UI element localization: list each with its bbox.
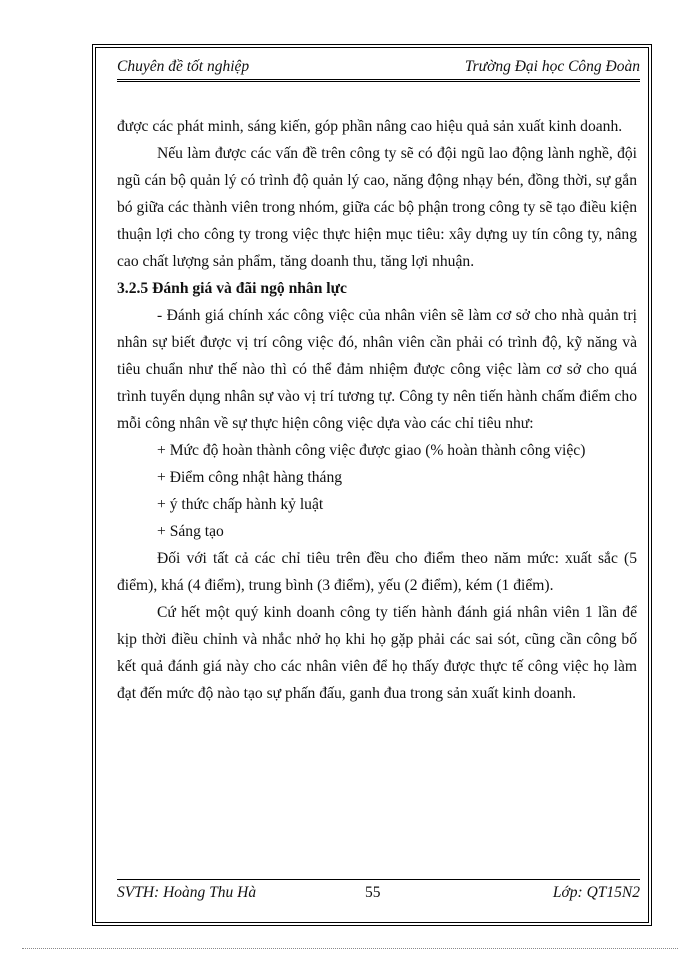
paragraph-continuation: được các phát minh, sáng kiến, góp phần nâng cao hiệu quả sản xuất kinh doanh. [117,118,623,135]
page-header [117,55,640,82]
footer-student: SVTH: Hoàng Thu Hà [117,884,257,901]
criteria-item: + Điểm công nhật hàng tháng [157,469,343,486]
paragraph-quarterly-review: Cứ hết một quý kinh doanh công ty tiến hành đánh giá nhân viên 1 lần để kịp thời điều chỉnh và nhắc nhở họ khi họ gặp phải các sai sót, cũng cần công bố kết quả đánh giá này cho các nhân viên để họ thấy được thực tế công việc họ làm đạt đến mức độ nào tạo sự phấn đấu, ganh đua trong sản xuất kinh doanh. [117,604,637,702]
paragraph-scoring: Đối với tất cả các chỉ tiêu trên đều cho điểm theo năm mức: xuất sắc (5 điểm), khá (4 điểm), trung bình (3 điểm), yếu (2 điểm), kém (1 điểm). [117,550,637,594]
page-footer [117,879,640,904]
header-university: Trường Đại học Công Đoàn [464,58,640,75]
page-cut-line [22,948,678,949]
section-heading: 3.2.5 Đánh giá và đãi ngộ nhân lực [117,280,347,297]
criteria-item: + ý thức chấp hành kỷ luật [157,496,324,513]
header-document-type: Chuyên đề tốt nghiệp [117,58,250,75]
footer-class: Lớp: QT15N2 [552,884,640,901]
paragraph-benefits: Nếu làm được các vấn đề trên công ty sẽ có đội ngũ lao động lành nghề, đội ngũ cán bộ quản lý có trình độ quản lý cao, năng động nhạy bén, đồng thời, sự gắn bó giữa các thành viên trong nhóm, giữa các bộ phận trong công ty sẽ tạo điều kiện thuận lợi cho công ty trong việc thực hiện mục tiêu: xây dựng uy tín công ty, nâng cao chất lượng sản phẩm, tăng doanh thu, tăng lợi nhuận. [117,145,637,270]
criteria-item: + Sáng tạo [157,523,224,540]
page-number: 55 [365,884,381,901]
criteria-item: + Mức độ hoàn thành công việc được giao (% hoàn thành công việc) [157,442,586,459]
document-body [117,113,637,707]
paragraph-evaluation: - Đánh giá chính xác công việc của nhân viên sẽ làm cơ sở cho nhà quản trị nhân sự biết được vị trí công việc đó, nhân viên cần phải có trình độ, kỹ năng và tiêu chuẩn như thế nào thì có thể đảm nhiệm được công việc làm cơ sở cho quá trình tuyển dụng nhân sự vào vị trí tương tự. Công ty nên tiến hành chấm điểm cho mỗi công nhân về sự thực hiện công việc dựa vào các chỉ tiêu như: [117,307,637,432]
